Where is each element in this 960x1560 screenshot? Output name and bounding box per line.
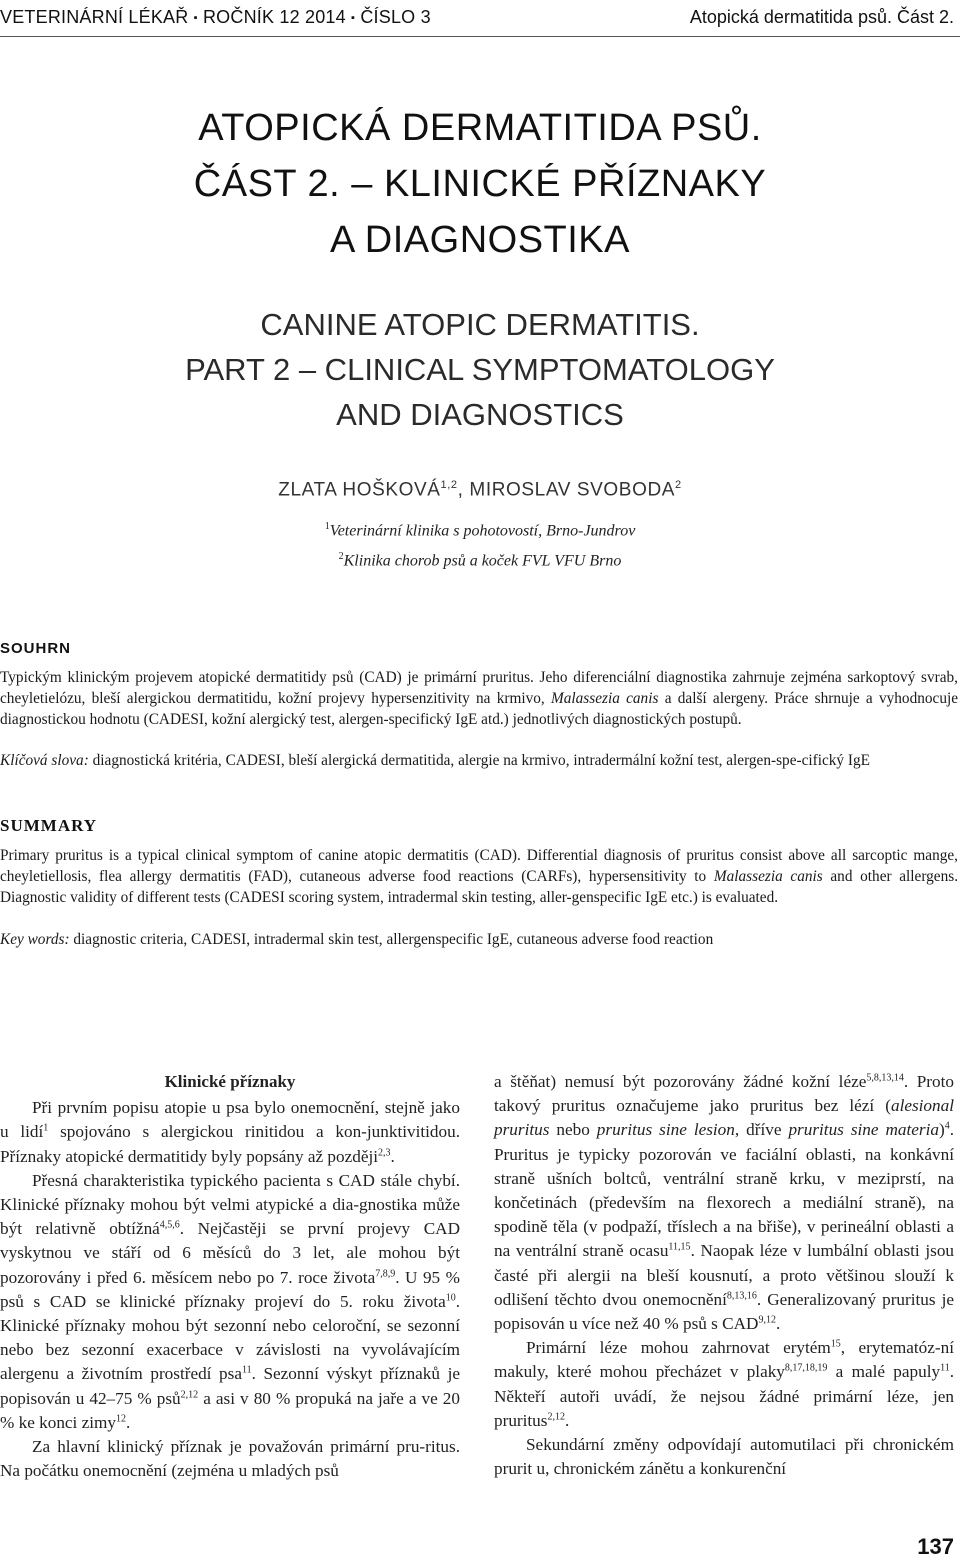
square-separator-icon: ▪ bbox=[193, 12, 198, 24]
body-paragraph: Primární léze mohou zahrnovat erytém$^{15}$, erytematóz-ní makuly, které mohou přecházet v plaky$^{8,17,18,19}$ a malé papuly$^{11}$. Někteří autoři uvádí, že nejsou žádné primární léze, jen pruritus$^{2,12}$. bbox=[494, 1338, 955, 1430]
article-title-english bbox=[0, 302, 960, 437]
souhrn-heading: SOUHRN bbox=[0, 640, 72, 657]
title-line: ČÁST 2. – KLINICKÉ PŘÍZNAKY bbox=[193, 163, 767, 205]
body-paragraph: Za hlavní klinický příznak je považován primární pru-ritus. Na počátku onemocnění (zejména u mladých psů bbox=[0, 1437, 460, 1481]
author-affiliation-ref: 2 bbox=[675, 479, 682, 491]
abstract-text: Primary pruritus is a typical clinical symptom of canine atopic dermatitis (CAD). Differential diagnosis of pruritus consist above all sarcoptic mange, cheyletiellosis, flea allergy dermatitis (FAD), cutaneous adverse food reactions (CARFs), hypersensitivity to bbox=[0, 847, 958, 885]
keywords-label: Key words: bbox=[0, 931, 70, 948]
body-paragraph: a štěňat) nemusí být pozorovány žádné kožní léze$^{5,8,13,14}$. Proto takový pruritus označujeme jako pruritus bez lézí (alesional pruritus nebo pruritus sine lesion, dříve pruritus sine materia)$^4$. Pruritus je typicky pozorován ve faciální oblasti, na konkávní straně ušních boltců, ventrální straně krku, v meziprstí, na končetinách (především na flexorech a mediální straně), na spodině těla (v podpaží, tříslech a na břiše), v perineální oblasti a na ventrální straně ocasu$^{11,15}$. Naopak léze v lumbální oblasti jsou časté při alergii na bleší kousnutí, a proto většinou slouží k odlišení těchto dvou onemocnění$^{8,13,16}$. Generalizovaný pruritus je popisován u více než 40 % psů s CAD$^{9,12}$. bbox=[494, 1072, 955, 1334]
keywords-text: diagnostic criteria, CADESI, intradermal skin test, allergenspecific IgE, cutaneous adverse food reaction bbox=[73, 931, 714, 948]
affiliations bbox=[0, 514, 960, 575]
abstract-text: and other allergens. Diagnostic validity of different tests (CADESI scoring system, intradermal skin testing, aller-genspecific IgE etc.) is evaluated. bbox=[0, 867, 959, 906]
affiliation-number: 2 bbox=[338, 551, 344, 563]
journal-volume: ROČNÍK 12 2014 bbox=[202, 7, 346, 27]
page-number: 137 bbox=[917, 1534, 954, 1559]
summary-heading: SUMMARY bbox=[0, 816, 98, 835]
keywords-text: diagnostická kritéria, CADESI, bleší alergická dermatitida, alergie na krmivo, intradermální kožní test, alergen-spe-cifický IgE bbox=[92, 752, 870, 769]
author-name: MIROSLAV SVOBODA bbox=[469, 479, 676, 501]
body-paragraph: Při prvním popisu atopie u psa bylo onemocnění, stejně jako u lidí$^1$ spojováno s alergickou rinitidou a kon-junktivitidou. Příznaky atopické dermatitidy byly popsány až později$^{2,3}$. bbox=[0, 1098, 460, 1166]
journal-name: VETERINÁRNÍ LÉKAŘ bbox=[0, 7, 189, 27]
affiliation-text: Klinika chorob psů a koček FVL VFU Brno bbox=[343, 552, 622, 570]
souhrn-abstract bbox=[0, 668, 958, 730]
souhrn-keywords bbox=[0, 751, 958, 772]
summary-abstract bbox=[0, 846, 958, 908]
affiliation-number: 1 bbox=[324, 521, 330, 532]
affiliation bbox=[0, 514, 960, 544]
title-line: AND DIAGNOSTICS bbox=[336, 397, 624, 432]
author-separator: , bbox=[457, 479, 470, 501]
title-line: ATOPICKÁ DERMATITIDA PSŮ. bbox=[198, 107, 762, 149]
author-affiliation-ref: 1,2 bbox=[440, 479, 458, 491]
running-title: Atopická dermatitida psů. Část 2. bbox=[689, 7, 954, 27]
abstract-italic: Malassezia canis bbox=[713, 867, 823, 885]
abstract-italic: Malassezia canis bbox=[551, 689, 659, 707]
summary-keywords bbox=[0, 930, 958, 951]
title-line: PART 2 – CLINICAL SYMPTOMATOLOGY bbox=[185, 352, 775, 387]
body-column-right bbox=[494, 1070, 954, 1481]
title-line: CANINE ATOPIC DERMATITIS. bbox=[260, 307, 700, 342]
article-title-czech bbox=[0, 100, 960, 268]
abstract-text: Typickým klinickým projevem atopické dermatitidy psů (CAD) je primární pruritus. Jeho diferenciální diagnostika zahrnuje zejména sarkoptový svrab, cheyletielózu, bleší alergickou dermatitidu, kožní projevy hypersenzitivity na krmivo, bbox=[0, 669, 958, 707]
journal-issue: ČÍSLO 3 bbox=[360, 7, 431, 27]
keywords-label: Klíčová slova: bbox=[0, 752, 89, 769]
header-divider bbox=[0, 36, 960, 37]
abstract-text: a další alergeny. Práce shrnuje a vyhodnocuje diagnostickou hodnotu (CADESI, kožní alergický test, alergen-specifický IgE atd.) jednotlivých diagnostických postupů. bbox=[0, 689, 959, 728]
body-column-left bbox=[0, 1070, 460, 1483]
title-line: A DIAGNOSTIKA bbox=[329, 219, 631, 261]
body-paragraph: Přesná charakteristika typického pacienta s CAD stále chybí. Klinické příznaky mohou být velmi atypické a dia-gnostika může být relativně obtížná$^{4,5,6}$. Nejčastěji se první projevy CAD vyskytnou ve stáří od 6 měsíců do 3 let, ale mohou být pozorovány i před 6. měsícem nebo po 7. roce života$^{7,8,9}$. U 95 % psů s CAD se klinické příznaky projeví do 5. roku života$^{10}$. Klinické příznaky mohou být sezonní nebo celoroční, se sezonní nebo bez sezonní exacerbace v závislosti na vyvolávajícím alergenu a životním prostředí psa$^{11}$. Sezonní výskyt příznaků je popisován u 42–75 % psů$^{2,12}$ a asi v 80 % propuká na jaře a ve 20 % ke konci zimy$^{12}$. bbox=[0, 1170, 460, 1432]
journal-info bbox=[0, 2, 431, 33]
square-separator-icon: ▪ bbox=[351, 12, 356, 24]
affiliation-text: Veterinární klinika s pohotovostí, Brno-Jundrov bbox=[329, 522, 636, 540]
affiliation bbox=[0, 544, 960, 574]
running-header bbox=[0, 0, 960, 38]
author-name: ZLATA HOŠKOVÁ bbox=[278, 479, 441, 501]
author-list bbox=[0, 472, 960, 503]
body-paragraph: Sekundární změny odpovídají automutilaci při chronickém prurit u, chronickém zánětu a konkurenční bbox=[494, 1435, 954, 1479]
section-heading: Klinické příznaky bbox=[164, 1072, 296, 1091]
